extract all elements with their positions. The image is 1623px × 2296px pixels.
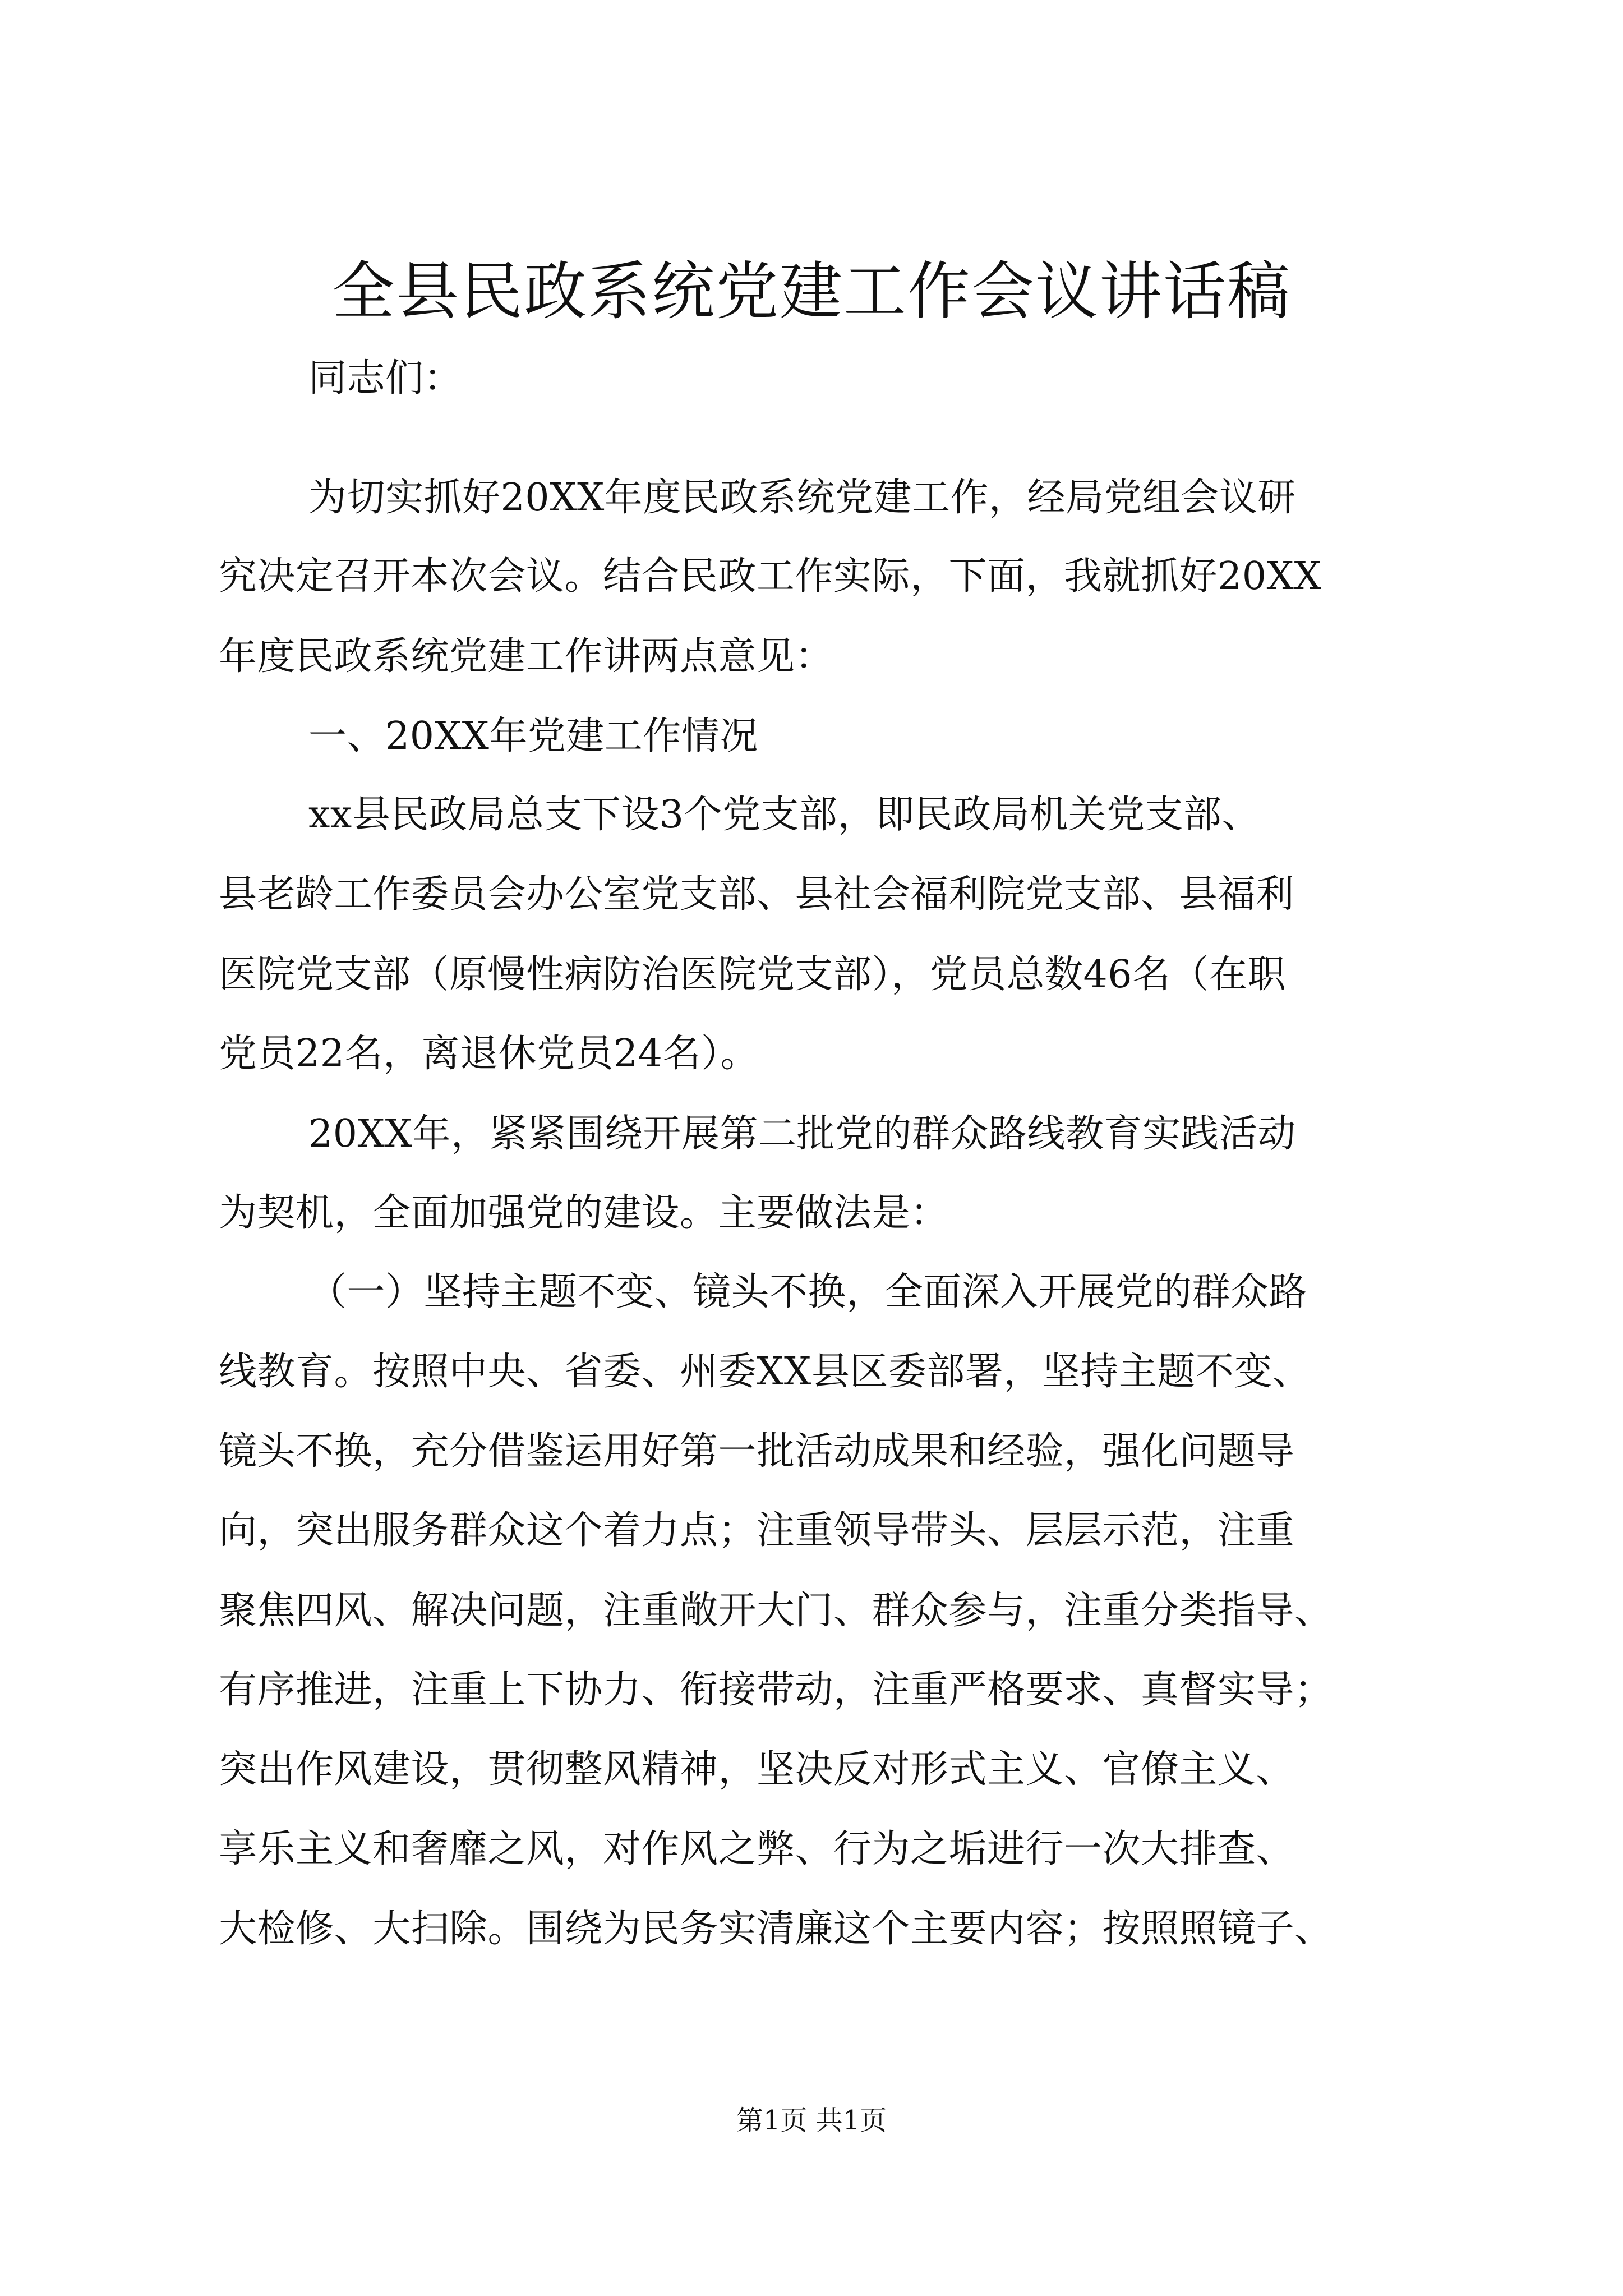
body-line: 享乐主义和奢靡之风，对作风之弊、行为之垢进行一次大排查、 (219, 1827, 1295, 1871)
body-line: 医院党支部（原慢性病防治医院党支部），党员总数46名（在职 (219, 953, 1287, 997)
body-line: 向，突出服务群众这个着力点；注重领导带头、层层示范，注重 (219, 1508, 1295, 1553)
salutation-line: 同志们： (308, 356, 463, 401)
section-heading: 一、20XX年党建工作情况 (308, 714, 758, 758)
body-line: 年度民政系统党建工作讲两点意见： (219, 634, 834, 679)
page-number-footer: 第1页 共1页 (736, 2105, 887, 2136)
body-line: 镜头不换，充分借鉴运用好第一批活动成果和经验，强化问题导 (219, 1429, 1295, 1474)
body-line: 为契机，全面加强党的建设。主要做法是： (219, 1191, 949, 1235)
body-line: 大检修、大扫除。围绕为民务实清廉这个主要内容；按照照镜子、 (219, 1907, 1333, 1951)
body-line: 究决定召开本次会议。结合民政工作实际，下面，我就抓好20XX (219, 554, 1322, 599)
body-line: xx县民政局总支下设3个党支部，即民政局机关党支部、 (308, 793, 1260, 837)
body-line: （一）坚持主题不变、镜头不换，全面深入开展党的群众路 (308, 1270, 1308, 1314)
body-line: 党员22名，离退休党员24名）。 (219, 1032, 759, 1076)
body-line: 聚焦四风、解决问题，注重敞开大门、群众参与，注重分类指导、 (219, 1589, 1333, 1633)
body-line: 为切实抓好20XX年度民政系统党建工作，经局党组会议研 (308, 476, 1296, 520)
body-line: 线教育。按照中央、省委、州委XX县区委部署，坚持主题不变、 (219, 1350, 1311, 1394)
body-line: 突出作风建设，贯彻整风精神，坚决反对形式主义、官僚主义、 (219, 1747, 1295, 1792)
document-title: 全县民政系统党建工作会议讲话稿 (332, 255, 1291, 328)
body-line: 有序推进，注重上下协力、衔接带动，注重严格要求、真督实导； (219, 1668, 1333, 1712)
body-line: 20XX年，紧紧围绕开展第二批党的群众路线教育实践活动 (308, 1112, 1296, 1156)
body-line: 县老龄工作委员会办公室党支部、县社会福利院党支部、县福利 (219, 872, 1295, 917)
